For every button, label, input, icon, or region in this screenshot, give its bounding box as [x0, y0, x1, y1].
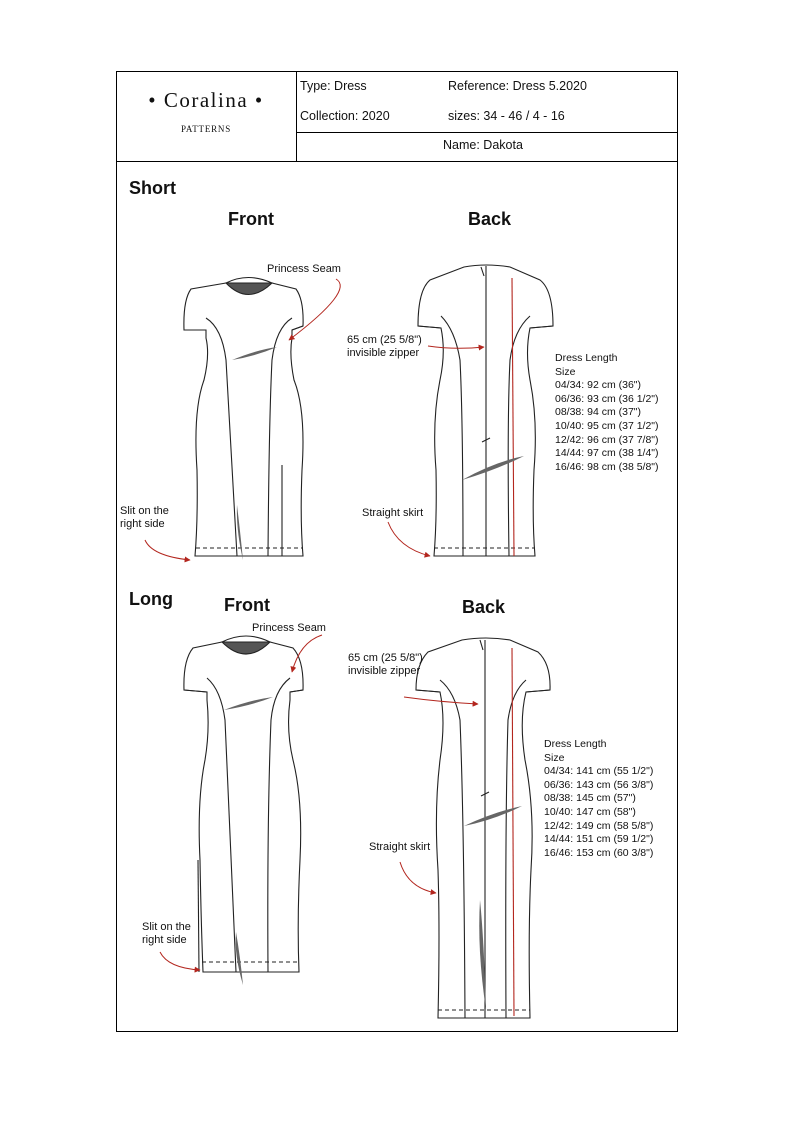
view-title-long-front: Front — [224, 595, 270, 615]
short-slit-label-1: Slit on the — [120, 505, 169, 517]
list-item: 12/42: 96 cm (37 7/8") — [555, 433, 659, 446]
section-title-short: Short — [129, 178, 176, 198]
sizes-label: sizes: 34 - 46 / 4 - 16 — [448, 109, 565, 123]
long-slit-label-1: Slit on the — [142, 921, 191, 933]
long-length-title: Dress Length — [544, 738, 607, 750]
short-princess-seam-label: Princess Seam — [267, 263, 341, 275]
list-item: 04/34: 141 cm (55 1/2") — [544, 765, 654, 778]
long-back-length-line — [512, 648, 514, 1016]
brand-subtitle: PATTERNS — [180, 124, 232, 134]
type-label: Type: Dress — [300, 79, 367, 93]
long-dress-length-table — [544, 738, 653, 860]
list-item: 16/46: 153 cm (60 3/8") — [544, 846, 654, 859]
view-title-long-back: Back — [462, 597, 506, 617]
list-item: 06/36: 93 cm (36 1/2") — [555, 392, 659, 405]
short-back-length-line — [512, 278, 514, 556]
long-slit-label-2: right side — [142, 934, 187, 946]
short-straight-skirt-label: Straight skirt — [362, 507, 424, 519]
brand-logo: • Coralina • — [148, 88, 264, 112]
list-item: 04/34: 92 cm (36") — [555, 379, 642, 392]
short-slit-label-2: right side — [120, 518, 165, 530]
short-front-dress — [184, 278, 303, 557]
short-zipper-type: invisible zipper — [347, 347, 420, 359]
section-title-long: Long — [129, 589, 173, 609]
long-zipper-length: 65 cm (25 5/8") — [348, 652, 423, 664]
short-length-title: Dress Length — [555, 352, 618, 364]
list-item: 06/36: 143 cm (56 3/8") — [544, 778, 654, 791]
list-item: 10/40: 147 cm (58") — [544, 805, 636, 818]
long-straight-skirt-label: Straight skirt — [369, 841, 431, 853]
long-size-title: Size — [544, 751, 565, 764]
short-size-title: Size — [555, 365, 576, 378]
short-back-dress — [418, 265, 553, 556]
long-zipper-type: invisible zipper — [348, 665, 421, 677]
long-front-dress — [184, 636, 303, 972]
pattern-name: Name: Dakota — [443, 138, 523, 152]
list-item: 12/42: 149 cm (58 5/8") — [544, 819, 654, 832]
list-item: 08/38: 145 cm (57") — [544, 792, 636, 805]
short-front-shade — [232, 347, 277, 360]
list-item: 08/38: 94 cm (37") — [555, 406, 642, 419]
short-zipper-length: 65 cm (25 5/8") — [347, 334, 422, 346]
list-item: 14/44: 151 cm (59 1/2") — [544, 833, 654, 846]
list-item: 14/44: 97 cm (38 1/4") — [555, 447, 659, 460]
list-item: 10/40: 95 cm (37 1/2") — [555, 419, 659, 432]
list-item: 16/46: 98 cm (38 5/8") — [555, 460, 659, 473]
short-dress-length-table — [555, 352, 659, 474]
reference-label: Reference: Dress 5.2020 — [448, 79, 587, 93]
collection-label: Collection: 2020 — [300, 109, 390, 123]
long-princess-seam-label: Princess Seam — [252, 622, 326, 634]
view-title-short-front: Front — [228, 209, 274, 229]
view-title-short-back: Back — [468, 209, 512, 229]
